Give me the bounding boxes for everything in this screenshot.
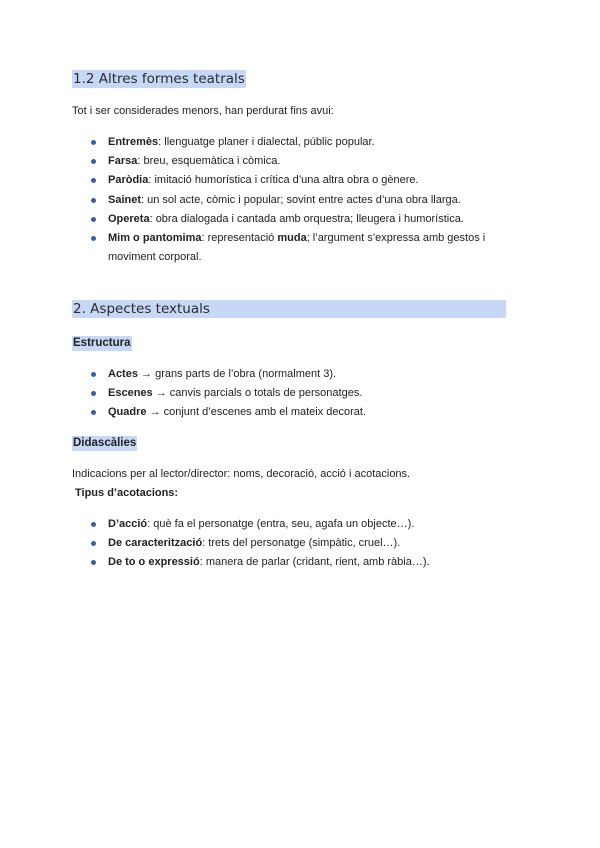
list-item: Actes → grans parts de l’obra (normalment 3). [72,365,512,384]
bullet-icon [91,198,96,203]
list-item: Paròdia: imitació humorística i crítica d’una altra obra o gènere. [72,171,512,190]
bullet-icon [91,560,96,565]
list-item: Mim o pantomima: representació muda; l’argument s’expressa amb gestos i moviment corporal. [72,229,512,267]
didascalies-intro: Indicacions per al lector/director: noms, decoració, acció i acotacions. [72,468,411,480]
list-item: De caracterització: trets del personatge (simpàtic, cruel…). [72,534,512,553]
list-item: Farsa: breu, esquemàtica i còmica. [72,152,512,171]
list-item: D’acció: què fa el personatge (entra, seu, agafa un objecte…). [72,515,512,534]
section1-intro: Tot i ser considerades menors, han perdurat fins avui: [72,105,334,117]
bullet-icon [91,391,96,396]
bullet-icon [91,159,96,164]
list-item: Escenes → canvis parcials o totals de personatges. [72,384,512,403]
bullet-icon [91,140,96,145]
list-item: Entremès: llenguatge planer i dialectal, públic popular. [72,133,512,152]
acotacions-subheading: Tipus d’acotacions: [75,487,179,499]
list-item: Opereta: obra dialogada i cantada amb orquestra; lleugera i humorística. [72,210,512,229]
list-item: De to o expressió: manera de parlar (cridant, rient, amb ràbia…). [72,553,512,572]
bullet-icon [91,410,96,415]
bullet-icon [91,217,96,222]
bullet-icon [91,178,96,183]
section-heading-altres-formes: 1.2 Altres formes teatrals [73,71,245,87]
subheading-didascalies: Didascàlies [73,437,137,449]
acotacions-list [72,515,512,573]
list-item: Quadre → conjunt d’escenes amb el mateix decorat. [72,403,512,422]
forms-list [72,133,512,267]
list-item: Sainet: un sol acte, còmic i popular; sovint entre actes d’una obra llarga. [72,191,512,210]
bullet-icon [91,236,96,241]
estructura-list [72,365,512,423]
bullet-icon [91,541,96,546]
subheading-estructura: Estructura [73,337,131,349]
section-heading-aspectes-textuals: 2. Aspectes textuals [72,300,506,318]
bullet-icon [91,372,96,377]
bullet-icon [91,522,96,527]
